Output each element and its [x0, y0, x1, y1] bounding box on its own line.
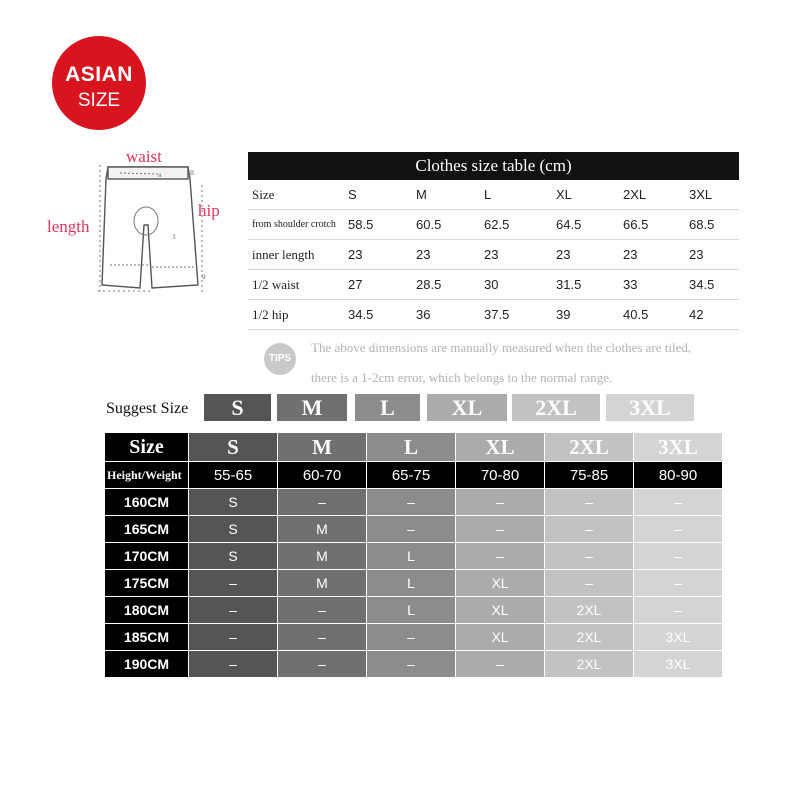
table-cell: M — [278, 516, 367, 543]
table-cell: S — [189, 489, 278, 516]
table-cell: 23 — [416, 240, 484, 270]
table-row — [105, 516, 723, 543]
column-header: L — [484, 180, 556, 210]
table-cell: 27 — [348, 270, 416, 300]
table-cell: – — [545, 570, 634, 597]
column-header: Size — [248, 180, 348, 210]
table-cell: – — [278, 624, 367, 651]
svg-text:a: a — [158, 172, 162, 179]
table-cell: XL — [456, 597, 545, 624]
table-cell: 23 — [484, 240, 556, 270]
table-row — [248, 240, 739, 270]
height-weight-label: Height/Weight — [105, 462, 189, 489]
table-cell: S — [189, 516, 278, 543]
table-cell: XL — [456, 570, 545, 597]
weight-range: 75-85 — [545, 462, 634, 489]
table-cell: 34.5 — [348, 300, 416, 330]
row-label: from shoulder crotch — [248, 210, 348, 240]
weight-range: 60-70 — [278, 462, 367, 489]
grid-header-xl: XL — [456, 433, 545, 462]
table-cell: 60.5 — [416, 210, 484, 240]
shorts-diagram — [40, 145, 240, 305]
grid-header-2xl: 2XL — [545, 433, 634, 462]
suggest-size-label: Suggest Size — [106, 400, 189, 417]
row-label: inner length — [248, 240, 348, 270]
table-cell: 34.5 — [689, 270, 739, 300]
table-cell: – — [189, 651, 278, 678]
table-cell: – — [634, 516, 723, 543]
column-header: M — [416, 180, 484, 210]
table-cell: 37.5 — [484, 300, 556, 330]
table-row — [248, 270, 739, 300]
waist-label: waist — [126, 147, 162, 166]
table-cell: – — [367, 489, 456, 516]
size-table-title: Clothes size table (cm) — [248, 152, 739, 180]
table-cell: 28.5 — [416, 270, 484, 300]
height-label: 165CM — [105, 516, 189, 543]
table-cell: 30 — [484, 270, 556, 300]
table-row — [105, 597, 723, 624]
height-label: 160CM — [105, 489, 189, 516]
table-cell: 68.5 — [689, 210, 739, 240]
table-cell: 33 — [623, 270, 689, 300]
table-cell: – — [367, 651, 456, 678]
table-cell: S — [189, 543, 278, 570]
table-row — [105, 570, 723, 597]
table-cell: – — [545, 543, 634, 570]
table-cell: 39 — [556, 300, 623, 330]
height-label: 185CM — [105, 624, 189, 651]
table-cell: M — [278, 570, 367, 597]
grid-header-3xl: 3XL — [634, 433, 723, 462]
grid-header-size: Size — [105, 433, 189, 462]
svg-text:9: 9 — [202, 274, 206, 281]
table-cell: 2XL — [545, 597, 634, 624]
table-cell: – — [456, 516, 545, 543]
height-label: 170CM — [105, 543, 189, 570]
table-cell: 3XL — [634, 651, 723, 678]
table-cell: – — [634, 543, 723, 570]
table-cell: – — [634, 489, 723, 516]
suggest-chip-2xl: 2XL — [512, 394, 600, 421]
table-cell: 23 — [689, 240, 739, 270]
tips-icon: TIPS — [264, 343, 296, 375]
table-cell: 31.5 — [556, 270, 623, 300]
tips-line-2: there is a 1-2cm error, which belongs to the normal range. — [311, 370, 613, 385]
table-cell: 66.5 — [623, 210, 689, 240]
row-label: 1/2 waist — [248, 270, 348, 300]
table-cell: XL — [456, 624, 545, 651]
table-cell: 40.5 — [623, 300, 689, 330]
table-cell: 23 — [348, 240, 416, 270]
table-row — [105, 651, 723, 678]
table-row — [105, 489, 723, 516]
weight-range: 55-65 — [189, 462, 278, 489]
clothes-size-table — [248, 152, 739, 330]
table-cell: – — [545, 489, 634, 516]
suggest-chip-s: S — [204, 394, 271, 421]
table-cell: 42 — [689, 300, 739, 330]
table-cell: – — [634, 570, 723, 597]
table-cell: 64.5 — [556, 210, 623, 240]
svg-text:B: B — [190, 170, 195, 177]
size-table-header-row — [248, 180, 739, 210]
table-cell: – — [456, 651, 545, 678]
tips-line-1: The above dimensions are manually measured when the clothes are tiled, — [311, 340, 692, 355]
table-cell: – — [367, 624, 456, 651]
column-header: 2XL — [623, 180, 689, 210]
table-cell: – — [278, 489, 367, 516]
table-cell: – — [367, 516, 456, 543]
suggest-chip-m: M — [277, 394, 347, 421]
table-cell: 23 — [623, 240, 689, 270]
badge-line1: ASIAN — [65, 63, 133, 86]
suggest-chip-3xl: 3XL — [606, 394, 694, 421]
table-cell: L — [367, 543, 456, 570]
grid-height-weight-row — [105, 462, 723, 489]
height-label: 190CM — [105, 651, 189, 678]
table-cell: – — [278, 597, 367, 624]
grid-header-row — [105, 433, 723, 462]
svg-text:3: 3 — [172, 234, 176, 241]
badge-line2: SIZE — [77, 90, 121, 111]
table-cell: – — [189, 570, 278, 597]
grid-header-s: S — [189, 433, 278, 462]
suggest-chip-l: L — [355, 394, 420, 421]
table-cell: 2XL — [545, 651, 634, 678]
table-row — [105, 624, 723, 651]
table-cell: 36 — [416, 300, 484, 330]
column-header: S — [348, 180, 416, 210]
table-cell: – — [456, 543, 545, 570]
table-cell: – — [545, 516, 634, 543]
table-row — [105, 543, 723, 570]
hip-label: hip — [198, 201, 220, 220]
table-cell: – — [189, 597, 278, 624]
grid-header-m: M — [278, 433, 367, 462]
table-cell: – — [634, 597, 723, 624]
table-cell: L — [367, 597, 456, 624]
table-cell: 58.5 — [348, 210, 416, 240]
column-header: XL — [556, 180, 623, 210]
height-label: 180CM — [105, 597, 189, 624]
weight-range: 80-90 — [634, 462, 723, 489]
table-cell: 3XL — [634, 624, 723, 651]
table-cell: 62.5 — [484, 210, 556, 240]
height-label: 175CM — [105, 570, 189, 597]
suggest-chip-xl: XL — [427, 394, 507, 421]
grid-header-l: L — [367, 433, 456, 462]
table-row — [248, 210, 739, 240]
table-cell: – — [278, 651, 367, 678]
length-label: length — [47, 217, 90, 236]
weight-range: 70-80 — [456, 462, 545, 489]
height-weight-size-grid — [104, 432, 723, 678]
table-cell: M — [278, 543, 367, 570]
table-cell: 2XL — [545, 624, 634, 651]
table-cell: 23 — [556, 240, 623, 270]
asian-size-badge — [52, 36, 146, 130]
table-cell: L — [367, 570, 456, 597]
table-row — [248, 300, 739, 330]
table-cell: – — [456, 489, 545, 516]
weight-range: 65-75 — [367, 462, 456, 489]
row-label: 1/2 hip — [248, 300, 348, 330]
column-header: 3XL — [689, 180, 739, 210]
table-cell: – — [189, 624, 278, 651]
